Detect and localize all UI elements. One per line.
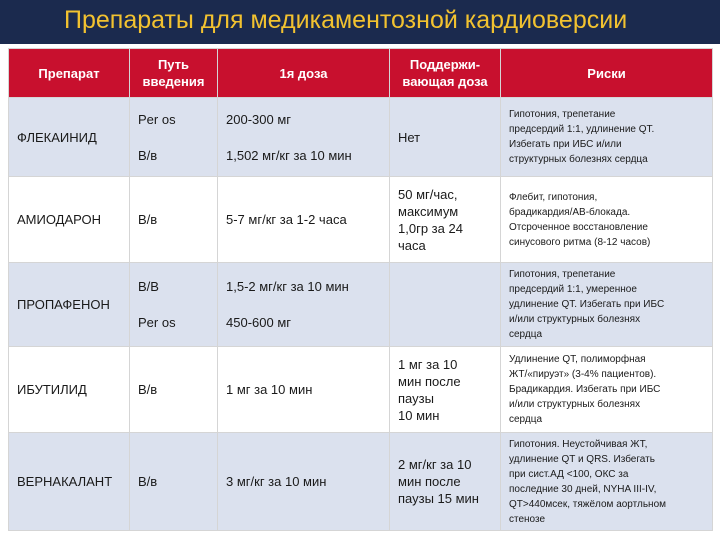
drug-name: ПРОПАФЕНОН <box>9 263 130 347</box>
table-row-flecainide <box>9 98 713 177</box>
dose-line: 1,502 мг/кг за 10 мин <box>226 147 352 163</box>
dose-cell <box>218 98 390 177</box>
risks-cell <box>501 433 713 531</box>
risks-cell <box>501 177 713 263</box>
table-row-vernakalant <box>9 433 713 531</box>
route-cell <box>130 347 218 433</box>
risk-line: предсердий 1:1, удлинение QT. <box>509 124 655 135</box>
risk-line: QT>440мсек, тяжёлом аортльном <box>509 498 667 510</box>
header-maintenance <box>390 49 501 98</box>
route-cell <box>130 177 218 263</box>
risk-line: Брадикардия. Избегать при ИБС <box>509 384 661 395</box>
route-line: В/в <box>138 382 158 397</box>
drug-name: АМИОДАРОН <box>9 177 130 263</box>
maintenance-line: паузы <box>398 390 434 406</box>
risk-line: Удлинение QT, полиморфная <box>509 354 646 365</box>
risk-line: сердца <box>509 329 543 340</box>
dose-cell <box>218 347 390 433</box>
drug-name: ВЕРНАКАЛАНТ <box>9 433 130 531</box>
risk-line: ЖТ/«пируэт» (3-4% пациентов). <box>509 369 657 380</box>
dose-cell <box>218 433 390 531</box>
maintenance-line: 10 мин <box>398 407 440 423</box>
dose-line: 1,5-2 мг/кг за 10 мин <box>226 279 349 294</box>
header-maintenance-line-1: Поддержи- <box>409 57 481 72</box>
header-drug: Препарат <box>9 49 130 98</box>
risk-line: удлинение QT и QRS. Избегать <box>509 453 655 465</box>
risk-line: Гипотония, трепетание <box>509 109 616 120</box>
maintenance-line: максимум <box>398 203 459 219</box>
maintenance-cell <box>390 433 501 531</box>
maintenance-cell <box>390 177 501 263</box>
risk-line: при сист.АД <100, ОКС за <box>509 468 629 480</box>
route-cell <box>130 433 218 531</box>
dose-line: 450-600 мг <box>226 315 291 330</box>
dose-line: 3 мг/кг за 10 мин <box>226 474 327 489</box>
drug-name: ИБУТИЛИД <box>9 347 130 433</box>
risk-line: Гипотония. Неустойчивая ЖТ, <box>509 438 648 450</box>
header-risks: Риски <box>501 49 713 98</box>
maintenance-line: 1 мг за 10 <box>398 356 458 372</box>
dose-cell <box>218 177 390 263</box>
risks-cell <box>501 263 713 347</box>
route-line: Per os <box>138 315 176 330</box>
route-line: В/в <box>138 474 158 489</box>
table-row-amiodarone <box>9 177 713 263</box>
maintenance-cell <box>390 98 501 177</box>
risk-line: Отсроченное восстановление <box>509 221 648 233</box>
table-row-propafenone <box>9 263 713 347</box>
route-line: Per os <box>138 111 176 127</box>
table-header-row <box>9 49 713 98</box>
table-row-ibutilide <box>9 347 713 433</box>
dose-cell <box>218 263 390 347</box>
maintenance-cell <box>390 263 501 347</box>
maintenance-line: 2 мг/кг за 10 <box>398 457 472 472</box>
risk-line: Флебит, гипотония, <box>509 191 598 203</box>
risk-line: и/или структурных болезнях <box>509 314 641 325</box>
route-line: В/В <box>138 279 159 294</box>
risk-line: стенозе <box>509 513 546 525</box>
maintenance-line: мин после <box>398 474 461 489</box>
header-maintenance-line-2: вающая доза <box>402 74 488 89</box>
risk-line: удлинение QT. Избегать при ИБС <box>509 299 665 310</box>
maintenance-cell <box>390 347 501 433</box>
maintenance-line: 50 мг/час, <box>398 186 458 202</box>
risks-cell <box>501 347 713 433</box>
title-band <box>0 0 720 44</box>
header-route-line-2: введения <box>142 74 205 89</box>
maintenance-line: мин после <box>398 373 461 389</box>
route-line: В/в <box>138 212 158 227</box>
risk-line: последние 30 дней, NYHA III-IV, <box>509 483 657 495</box>
risk-line: Гипотония, трепетание <box>509 269 616 280</box>
maintenance-line: часа <box>398 237 426 253</box>
header-route-line-1: Путь <box>157 57 190 72</box>
maintenance-line: Нет <box>398 129 421 145</box>
route-cell <box>130 263 218 347</box>
risk-line: предсердий 1:1, умеренное <box>509 284 637 295</box>
risk-line: брадикардия/АВ-блокада. <box>509 206 631 218</box>
route-line: В/в <box>138 147 158 163</box>
header-route <box>130 49 218 98</box>
risk-line: и/или структурных болезнях <box>509 399 641 410</box>
risk-line: структурных болезнях сердца <box>509 154 648 165</box>
drug-name: ФЛЕКАИНИД <box>9 98 130 177</box>
slide-title: Препараты для медикаментозной кардиоверсии <box>64 6 628 34</box>
maintenance-line: 1,0гр за 24 <box>398 220 463 236</box>
header-dose: 1я доза <box>218 49 390 98</box>
risk-line: Избегать при ИБС и/или <box>509 139 622 150</box>
risks-cell <box>501 98 713 177</box>
maintenance-line: паузы 15 мин <box>398 491 479 506</box>
dose-line: 200-300 мг <box>226 111 291 127</box>
dose-line: 1 мг за 10 мин <box>226 382 313 397</box>
risk-line: сердца <box>509 414 543 425</box>
dose-line: 5-7 мг/кг за 1-2 часа <box>226 212 347 227</box>
risk-line: синусового ритма (8-12 часов) <box>509 236 651 248</box>
cardioversion-drugs-table <box>8 48 713 531</box>
route-cell <box>130 98 218 177</box>
